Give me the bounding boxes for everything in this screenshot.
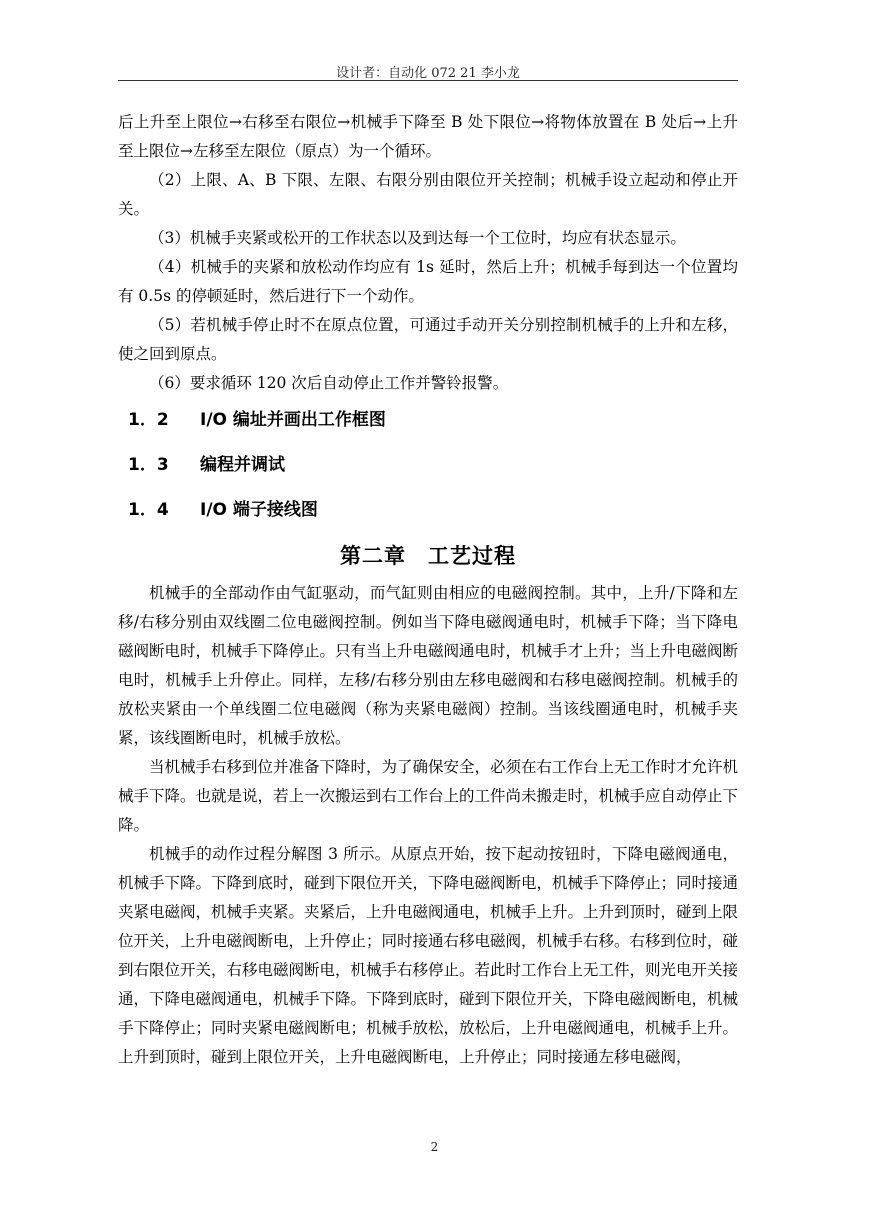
page-number: 2 — [430, 1140, 439, 1154]
section-heading-1-4 — [118, 488, 738, 533]
requirement-paragraph-4: （4）机械手的夹紧和放松动作均应有 1s 延时，然后上升；机械手每到达一个位置均有 0.5s 的停顿延时，然后进行下一个动作。 — [118, 258, 738, 305]
section-title: I/O 编址并画出工作框图 — [200, 410, 386, 430]
body-paragraph-2: 当机械手右移到位并准备下降时，为了确保安全，必须在右工作台上无工作时才允许机械手下降。也就是说，若上一次搬运到右工作台上的工件尚未搬走时，机械手应自动停止下降。 — [118, 758, 739, 834]
page-content — [118, 108, 738, 1072]
section-title: I/O 端子接线图 — [200, 500, 318, 520]
chapter-title — [118, 533, 738, 579]
requirement-paragraph-2: （2）上限、A、B 下限、左限、右限分别由限位开关控制；机械手设立起动和停止开关。 — [118, 171, 738, 218]
page-header: 设计者：自动化 072 21 李小龙 — [336, 66, 520, 81]
body-paragraph-3: 机械手的动作过程分解图 3 所示。从原点开始，按下起动按钮时，下降电磁阀通电，机械手下降。下降到底时，碰到下限位开关，下降电磁阀断电，机械手下降停止；同时接通夹紧电磁阀，机械手夹紧。夹紧后，上升电磁阀通电，机械手上升。上升到顶时，碰到上限位开关，上升电磁阀断电，上升停止；同时接通右移电磁阀，机械手右移。右移到位时，碰到右限位开关，右移电磁阀断电，机械手右移停止。若此时工作台上无工件，则光电开关接通，下降电磁阀通电，机械手下降。下降到底时，碰到下限位开关，下降电磁阀断电，机械手下降停止；同时夹紧电磁阀断电；机械手放松，放松后，上升电磁阀通电，机械手上升。上升到顶时，碰到上限位开关，上升电磁阀断电，上升停止；同时接通左移电磁阀， — [118, 845, 739, 1066]
section-title: 编程并调试 — [200, 455, 285, 475]
header-divider — [118, 80, 738, 81]
section-number: 1．4 — [128, 500, 169, 520]
requirement-paragraph-5: （5）若机械手停止时不在原点位置，可通过手动开关分别控制机械手的上升和左移，使之回到原点。 — [118, 316, 738, 363]
requirement-paragraph-1: 后上升至上限位→右移至右限位→机械手下降至 B 处下限位→将物体放置在 B 处后→上升至上限位→左移至左限位（原点）为一个循环。 — [118, 113, 738, 160]
chapter-number: 第二章 — [340, 544, 406, 568]
chapter-name: 工艺过程 — [428, 544, 516, 568]
section-number: 1．3 — [128, 455, 169, 475]
requirement-paragraph-3: （3）机械手夹紧或松开的工作状态以及到达每一个工位时，均应有状态显示。 — [149, 229, 686, 247]
section-number: 1．2 — [128, 410, 169, 430]
section-heading-1-3 — [118, 443, 738, 488]
body-paragraph-1: 机械手的全部动作由气缸驱动，而气缸则由相应的电磁阀控制。其中，上升/下降和左移/右移分别由双线圈二位电磁阀控制。例如当下降电磁阀通电时，机械手下降；当下降电磁阀断电时，机械手下降停止。只有当上升电磁阀通电时，机械手才上升；当上升电磁阀断电时，机械手上升停止。同样，左移/右移分别由左移电磁阀和右移电磁阀控制。机械手的放松夹紧由一个单线圈二位电磁阀（称为夹紧电磁阀）控制。当该线圈通电时，机械手夹紧，该线圈断电时，机械手放松。 — [118, 584, 739, 747]
requirement-paragraph-6: （6）要求循环 120 次后自动停止工作并警铃报警。 — [149, 374, 509, 392]
section-heading-1-2 — [118, 398, 738, 443]
